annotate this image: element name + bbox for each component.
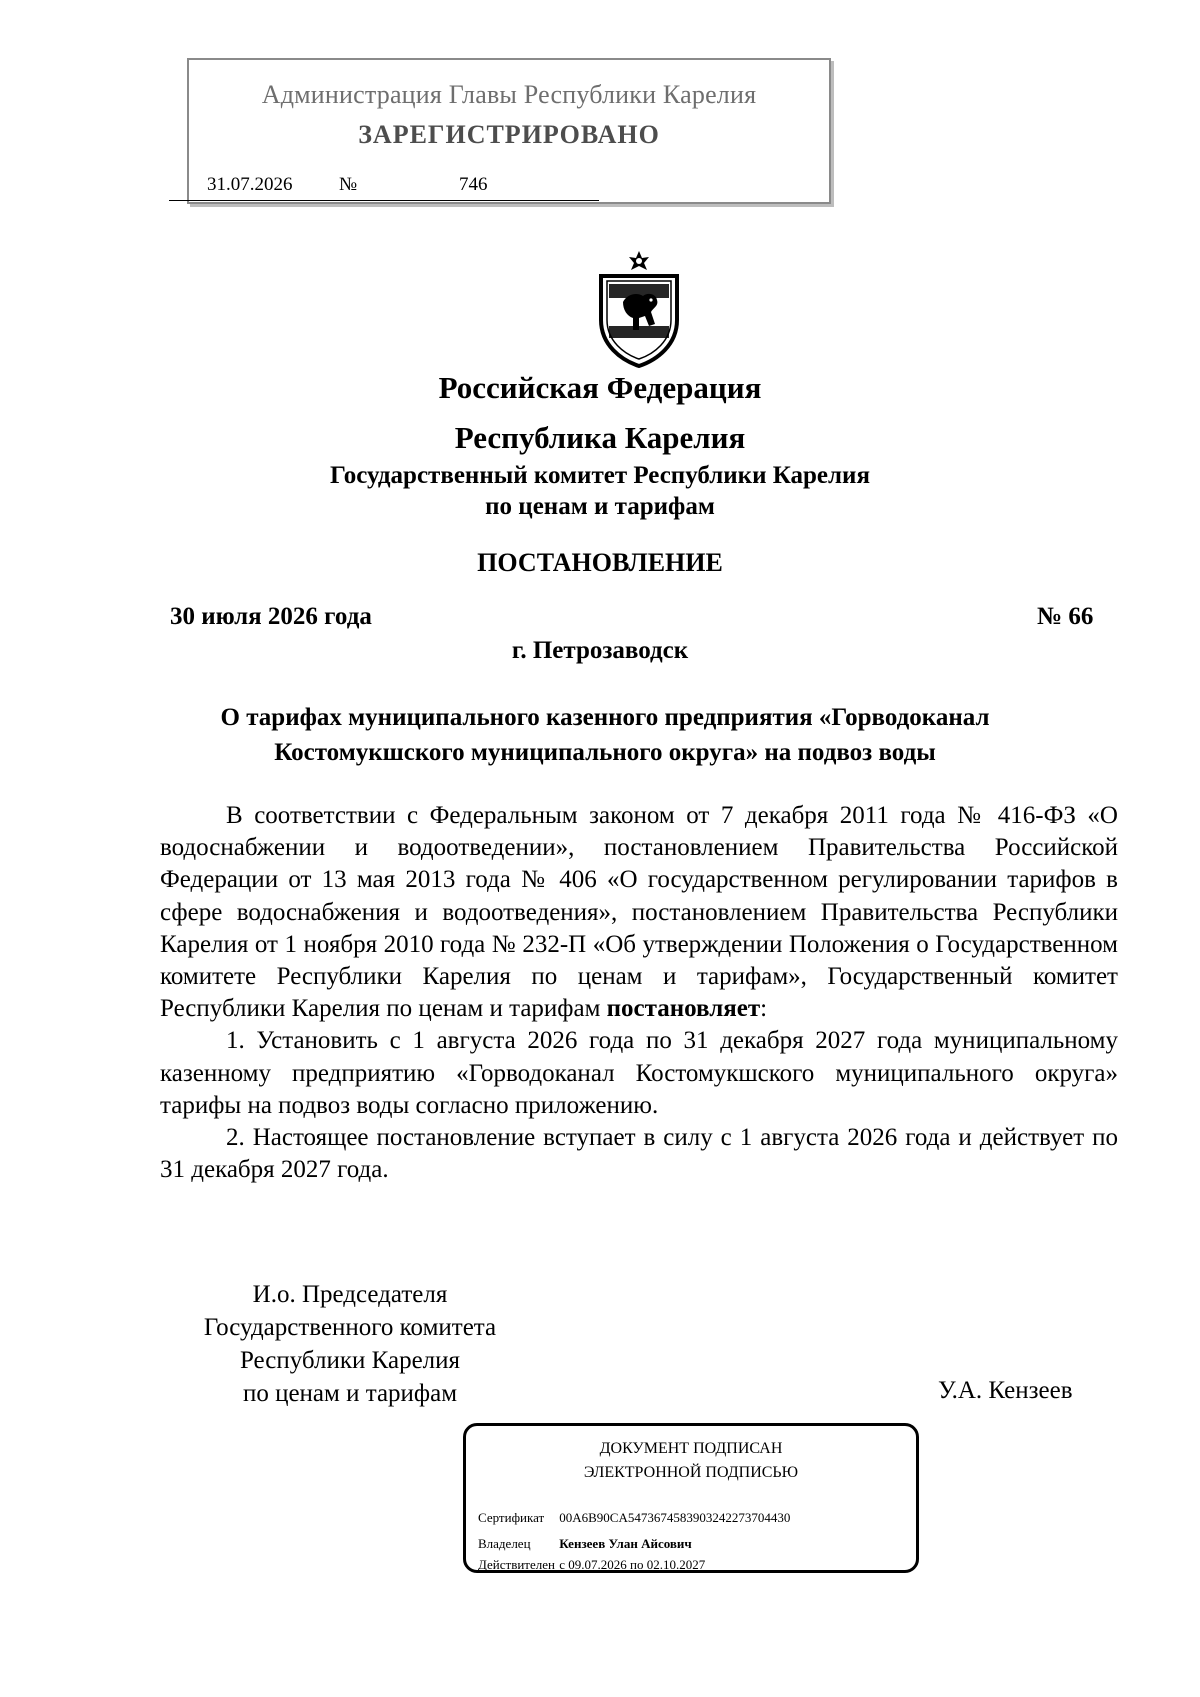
esign-certificate-value: 00A6B90CA5473674583903242273704430	[559, 1510, 791, 1525]
item-2: 2. Настоящее постановление вступает в силу с 1 августа 2026 года и действует по 31 декабря 2027 года.	[160, 1124, 1118, 1184]
decree-word: постановляет	[606, 995, 761, 1023]
esign-certificate-label: Сертификат	[478, 1510, 545, 1525]
signatory-line3: Республики Карелия	[239, 1347, 461, 1374]
heading-country: Российская Федерация	[438, 370, 762, 405]
esign-heading-1: ДОКУМЕНТ ПОДПИСАН	[599, 1440, 783, 1457]
esign-owner-label: Владелец	[478, 1536, 531, 1551]
document-title: О тарифах муниципального казенного предприятия «Горводоканал Костомукшского муниципального округа» на подвоз воды	[220, 704, 990, 766]
document-number: № 66	[1037, 603, 1094, 630]
heading-republic: Республика Карелия	[454, 420, 746, 455]
signatory-position	[160, 1278, 540, 1410]
document-city: г. Петрозаводск	[511, 637, 689, 664]
signatory-line2: Государственного комитета	[203, 1314, 497, 1341]
document-body	[160, 800, 1118, 1186]
esign-certificate-row	[478, 1510, 790, 1526]
registration-number: 746	[459, 174, 488, 195]
electronic-signature-stamp	[463, 1423, 919, 1573]
registration-number-label: №	[339, 174, 358, 195]
signatory-line1: И.о. Председателя	[252, 1281, 448, 1308]
esign-owner-value: Кензеев Улан Айсович	[559, 1536, 692, 1551]
item-1: 1. Установить с 1 августа 2026 года по 31 декабря 2027 года муниципальному казенному предприятию «Горводоканал Костомукшского муниципального округа» тарифы на подвоз воды согласно приложению.	[160, 1027, 1118, 1119]
signatory-line4: по ценам и тарифам	[242, 1380, 458, 1407]
karelia-coat-of-arms-icon	[593, 250, 685, 368]
decree-colon: :	[760, 995, 768, 1023]
heading-committee-line1: Государственный комитет Республики Карелия	[330, 462, 870, 489]
registration-status: ЗАРЕГИСТРИРОВАНО	[358, 120, 660, 149]
document-type: ПОСТАНОВЛЕНИЕ	[477, 548, 723, 577]
heading-committee-line2: по ценам и тарифам	[485, 493, 715, 520]
registration-authority: Администрация Главы Республики Карелия	[261, 80, 757, 109]
preamble-paragraph	[160, 800, 1118, 1025]
registration-date-row	[169, 172, 599, 201]
signatory-name: У.А. Кензеев	[938, 1377, 1073, 1404]
preamble-text: В соответствии с Федеральным законом от 7 декабря 2011 года № 416-ФЗ «О водоснабжении и водоотведении», постановлением Правительства Российской Федерации от 13 мая 2013 года № 406 «О государственном регулировании тарифов в сфере водоснабжения и водоотведения», постановлением Правительства Республики Карелия от 1 ноября 2010 года № 232-П «Об утверждении Положения о Государственном комитете Республики Карелия по ценам и тарифам», Государственный комитет Республики Карелия по ценам и тарифам	[160, 802, 1118, 1023]
document-date: 30 июля 2026 года	[170, 603, 372, 630]
registration-date: 31.07.2026	[207, 174, 293, 195]
esign-heading-2: ЭЛЕКТРОННОЙ ПОДПИСЬЮ	[583, 1464, 799, 1481]
esign-validity-value: с 09.07.2026 по 02.10.2027	[559, 1557, 706, 1572]
registration-stamp	[187, 58, 831, 204]
esign-validity-label: Действителен	[478, 1557, 555, 1572]
esign-validity-row	[478, 1557, 705, 1573]
esign-owner-row	[478, 1536, 692, 1552]
